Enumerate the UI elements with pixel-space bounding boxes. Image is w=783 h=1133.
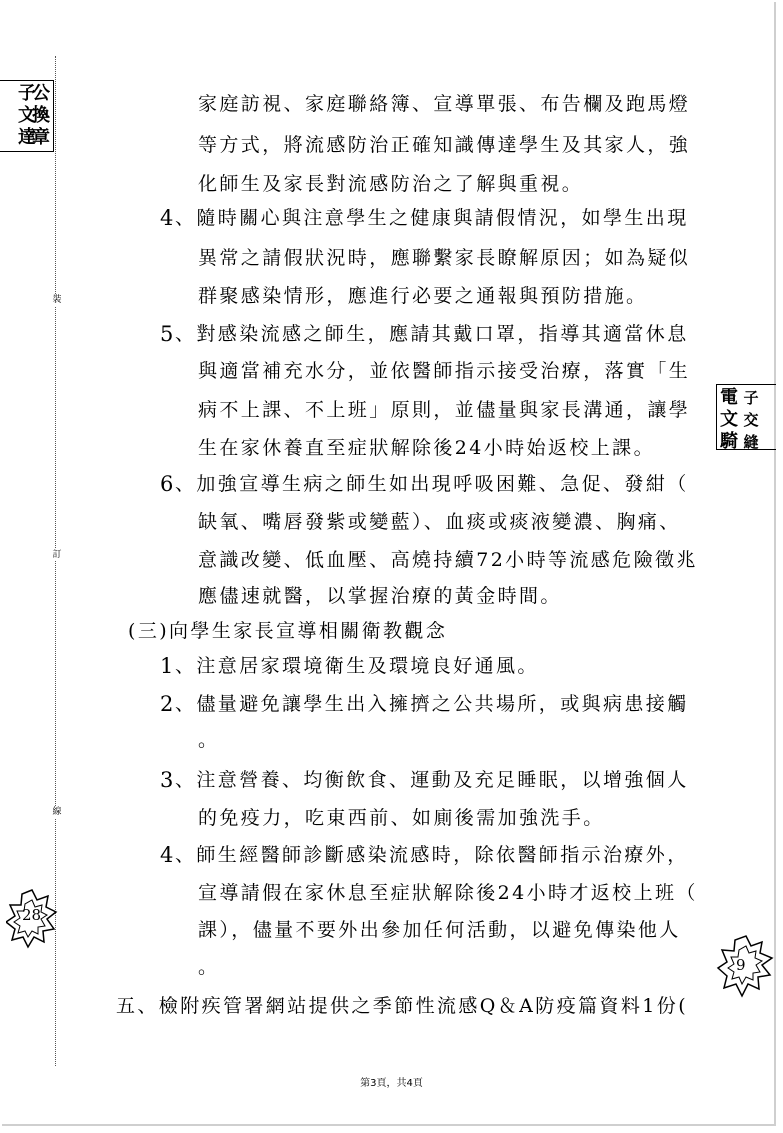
text-line: 與適當補充水分，並依醫師指示接受治療，落實「生 — [198, 360, 691, 382]
stamp-char: 縫 — [743, 433, 759, 450]
text-line: 異常之請假狀況時，應聯繫家長瞭解原因；如為疑似 — [198, 247, 691, 269]
binding-char-ding: 訂 — [52, 550, 62, 560]
text-line: 、注意營養、均衡飲食、運動及充足睡眠，以增強個人 — [175, 769, 689, 791]
seal-right-number: 9 — [736, 956, 746, 974]
text-line: 。 — [198, 729, 220, 751]
text-line-attachment: 五、檢附疾管署網站提供之季節性流感Q＆A防疫篇資料1份( — [116, 995, 689, 1017]
binding-char-xian: 線 — [52, 807, 62, 817]
item-number: 4 — [160, 843, 174, 867]
item-number: 2 — [160, 692, 174, 716]
item-number: 6 — [160, 472, 174, 496]
stamp-char: 章 — [32, 127, 50, 148]
stamp-char: 換 — [32, 105, 50, 126]
page-footer: 第3頁，共4頁 — [360, 1078, 423, 1089]
text-line: 。 — [198, 956, 220, 978]
stamp-right-col-2 — [741, 387, 761, 450]
stamp-char: 文 — [18, 105, 36, 126]
item-number: 3 — [160, 768, 174, 792]
text-line: 、儘量避免讓學生出入擁擠之公共場所，或與病患接觸 — [175, 693, 689, 715]
stamp-char: 公 — [32, 83, 50, 104]
stamp-char: 子 — [18, 83, 36, 104]
seal-right — [716, 934, 776, 1000]
stamp-char: 交 — [743, 411, 759, 429]
text-line: 的免疫力，吃東西前、如廁後需加強洗手。 — [198, 807, 605, 829]
text-line: 缺氧、嘴唇發紫或變藍）、血痰或痰液變濃、胸痛、 — [198, 511, 681, 533]
item-number: 1 — [160, 654, 174, 678]
text-line: 化師生及家長對流感防治之了解與重視。 — [198, 173, 584, 195]
text-line: 等方式，將流感防治正確知識傳達學生及其家人，強 — [198, 134, 691, 156]
text-line: 、注意居家環境衛生及環境良好通風。 — [175, 655, 539, 677]
stamp-left-col-1 — [31, 83, 51, 149]
seal-gear-icon — [716, 934, 776, 1000]
text-line: 病不上課、不上班」原則，並儘量與家長溝通，讓學 — [198, 399, 691, 421]
text-line: 家庭訪視、家庭聯絡簿、宣導單張、布告欄及跑馬燈 — [198, 93, 691, 115]
text-line: 應儘速就醫，以掌握治療的黃金時間。 — [198, 585, 562, 607]
stamp-char: 電 — [720, 387, 738, 408]
stamp-char: 騎 — [720, 431, 738, 450]
stamp-left — [0, 80, 54, 152]
item-number: 5 — [160, 322, 174, 346]
binding-char-zhuang: 裝 — [52, 295, 62, 305]
text-line: 、隨時關心與注意學生之健康與請假情況，如學生出現 — [175, 207, 689, 229]
text-line: 、師生經醫師診斷感染流感時，除依醫師指示治療外， — [175, 844, 689, 866]
stamp-char: 子 — [743, 389, 759, 407]
stamp-right-col-1 — [719, 387, 739, 450]
text-line: 課），儘量不要外出參加任何活動，以避免傳染他人 — [198, 919, 681, 941]
stamp-char: 達 — [18, 127, 36, 148]
seal-left-number: 28 — [22, 906, 42, 924]
text-line: 群聚感染情形，應進行必要之通報與預防措施。 — [198, 285, 648, 307]
stamp-char: 文 — [720, 409, 738, 430]
section-heading: (三)向學生家長宣導相關衛教觀念 — [128, 620, 448, 642]
text-line: 生在家休養直至症狀解除後24小時始返校上課。 — [198, 437, 655, 459]
item-number: 4 — [160, 206, 174, 230]
text-line: 、加強宣導生病之師生如出現呼吸困難、急促、發紺（ — [175, 473, 689, 495]
seal-left — [6, 878, 58, 954]
text-line: 意識改變、低血壓、高燒持續72小時等流感危險徵兆 — [198, 549, 698, 571]
text-line: 、對感染流感之師生，應請其戴口罩，指導其適當休息 — [175, 323, 689, 345]
stamp-right — [716, 384, 776, 450]
text-line: 宣導請假在家休息至症狀解除後24小時才返校上班（ — [198, 882, 698, 904]
